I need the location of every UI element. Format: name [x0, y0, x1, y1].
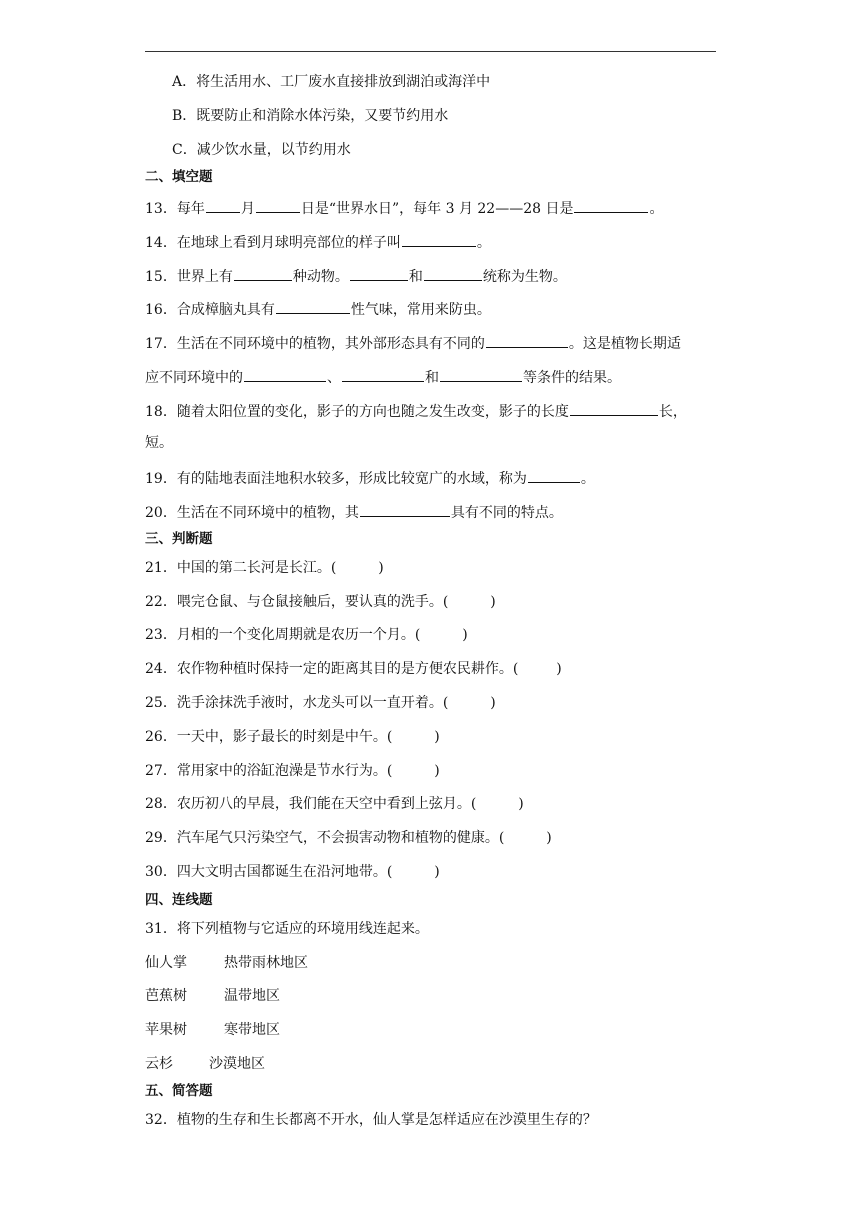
question-17-line-1	[145, 333, 681, 353]
q22-text: 22．喂完仓鼠、与仓鼠接触后，要认真的洗手。(	[145, 594, 449, 610]
q14-blank-1[interactable]	[402, 232, 476, 247]
match-plant[interactable]: 云杉	[145, 1056, 173, 1072]
q14-text-2: 。	[476, 235, 491, 251]
q30-text: 30．四大文明古国都诞生在沿河地带。(	[145, 864, 393, 880]
question-26	[145, 728, 440, 746]
option-c: C．减少饮水量，以节约用水	[172, 142, 351, 158]
question-18-line-2: 短。	[145, 435, 173, 451]
q24-text: 24．农作物种植时保持一定的距离其目的是方便农民耕作。(	[145, 661, 519, 677]
q13-text-4: 。	[649, 201, 664, 217]
q15-blank-2[interactable]	[350, 266, 408, 281]
q23-close-paren: )	[462, 627, 468, 643]
q17-text-3: 应不同环境中的	[145, 370, 243, 386]
question-14	[145, 232, 491, 252]
match-plant[interactable]: 芭蕉树	[145, 988, 187, 1004]
match-plant[interactable]: 苹果树	[145, 1022, 187, 1038]
q18-text-2: 长，	[658, 404, 687, 420]
q16-text-2: 性气味，常用来防虫。	[350, 302, 491, 318]
option-a: A．将生活用水、工厂废水直接排放到湖泊或海洋中	[172, 74, 491, 90]
q15-text-1: 15．世界上有	[145, 269, 233, 285]
question-27	[145, 762, 440, 780]
q28-close-paren: )	[518, 796, 524, 812]
question-32: 32．植物的生存和生长都离不开水，仙人掌是怎样适应在沙漠里生存的？	[145, 1112, 597, 1128]
q30-close-paren: )	[434, 864, 440, 880]
match-row	[145, 1021, 280, 1039]
q21-text: 21．中国的第二长河是长江。(	[145, 560, 337, 576]
section-fill-heading: 二、填空题	[145, 169, 213, 185]
q17-text-1: 17．生活在不同环境中的植物，其外部形态具有不同的	[145, 336, 485, 352]
q21-close-paren: )	[378, 560, 384, 576]
q19-text-2: 。	[580, 471, 595, 487]
question-23	[145, 626, 468, 644]
q13-text-1: 13．每年	[145, 201, 205, 217]
q19-text-1: 19．有的陆地表面洼地积水较多，形成比较宽广的水域，称为	[145, 471, 527, 487]
q18-text-1: 18．随着太阳位置的变化，影子的方向也随之发生改变，影子的长度	[145, 404, 569, 420]
option-b: B．既要防止和消除水体污染，又要节约用水	[172, 108, 449, 124]
question-19	[145, 468, 595, 488]
header-rule	[145, 51, 716, 52]
match-env[interactable]: 寒带地区	[224, 1022, 280, 1038]
question-16	[145, 299, 491, 319]
q20-text-2: 具有不同的特点。	[450, 505, 563, 521]
q15-text-2: 种动物。	[292, 269, 349, 285]
match-row	[145, 1055, 265, 1073]
q20-text-1: 20．生活在不同环境中的植物，其	[145, 505, 359, 521]
q15-text-4: 统称为生物。	[482, 269, 567, 285]
question-24	[145, 660, 562, 678]
q29-close-paren: )	[546, 830, 552, 846]
q25-close-paren: )	[490, 695, 496, 711]
q13-blank-2[interactable]	[256, 198, 300, 213]
q26-text: 26．一天中，影子最长的时刻是中午。(	[145, 729, 393, 745]
q19-blank-1[interactable]	[528, 468, 580, 483]
match-plant[interactable]: 仙人掌	[145, 955, 187, 971]
q13-text-3: 日是“世界水日”，每年 3 月 22——28 日是	[300, 201, 574, 217]
question-30	[145, 863, 440, 881]
question-29	[145, 829, 552, 847]
q25-text: 25．洗手涂抹洗手液时，水龙头可以一直开着。(	[145, 695, 449, 711]
section-judge-heading: 三、判断题	[145, 531, 213, 547]
q16-blank-1[interactable]	[276, 299, 350, 314]
q15-blank-1[interactable]	[234, 266, 292, 281]
q29-text: 29．汽车尾气只污染空气，不会损害动物和植物的健康。(	[145, 830, 505, 846]
q27-close-paren: )	[434, 763, 440, 779]
q24-close-paren: )	[556, 661, 562, 677]
q17-text-5: 和	[425, 370, 439, 386]
q17-blank-2[interactable]	[244, 367, 326, 382]
q17-text-2: 。这是植物长期适	[568, 336, 681, 352]
question-28	[145, 795, 524, 813]
q28-text: 28．农历初八的早晨，我们能在天空中看到上弦月。(	[145, 796, 477, 812]
match-env[interactable]: 沙漠地区	[209, 1056, 265, 1072]
question-18-line-1	[145, 401, 687, 421]
match-env[interactable]: 温带地区	[224, 988, 280, 1004]
q18-blank-1[interactable]	[570, 401, 658, 416]
match-row	[145, 987, 280, 1005]
match-row	[145, 954, 308, 972]
section-short-heading: 五、简答题	[145, 1083, 213, 1099]
q17-text-6: 等条件的结果。	[523, 370, 621, 386]
question-22	[145, 593, 496, 611]
q15-blank-3[interactable]	[424, 266, 482, 281]
q13-blank-1[interactable]	[206, 198, 240, 213]
match-env[interactable]: 热带雨林地区	[224, 955, 308, 971]
question-15	[145, 266, 567, 286]
q15-text-3: 和	[408, 269, 423, 285]
section-match-heading: 四、连线题	[145, 892, 213, 908]
q17-text-4: 、	[327, 370, 341, 386]
q13-text-2: 月	[240, 201, 255, 217]
q20-blank-1[interactable]	[360, 502, 450, 517]
q26-close-paren: )	[434, 729, 440, 745]
q22-close-paren: )	[490, 594, 496, 610]
question-21	[145, 559, 384, 577]
q16-text-1: 16．合成樟脑丸具有	[145, 302, 275, 318]
q17-blank-4[interactable]	[440, 367, 522, 382]
question-17-line-2	[145, 367, 621, 387]
question-13	[145, 198, 663, 218]
q17-blank-1[interactable]	[486, 333, 568, 348]
q27-text: 27．常用家中的浴缸泡澡是节水行为。(	[145, 763, 393, 779]
q17-blank-3[interactable]	[342, 367, 424, 382]
q13-blank-3[interactable]	[574, 198, 648, 213]
q14-text-1: 14．在地球上看到月球明亮部位的样子叫	[145, 235, 401, 251]
question-20	[145, 502, 563, 522]
question-25	[145, 694, 496, 712]
q23-text: 23．月相的一个变化周期就是农历一个月。(	[145, 627, 421, 643]
question-31: 31．将下列植物与它适应的环境用线连起来。	[145, 921, 429, 937]
